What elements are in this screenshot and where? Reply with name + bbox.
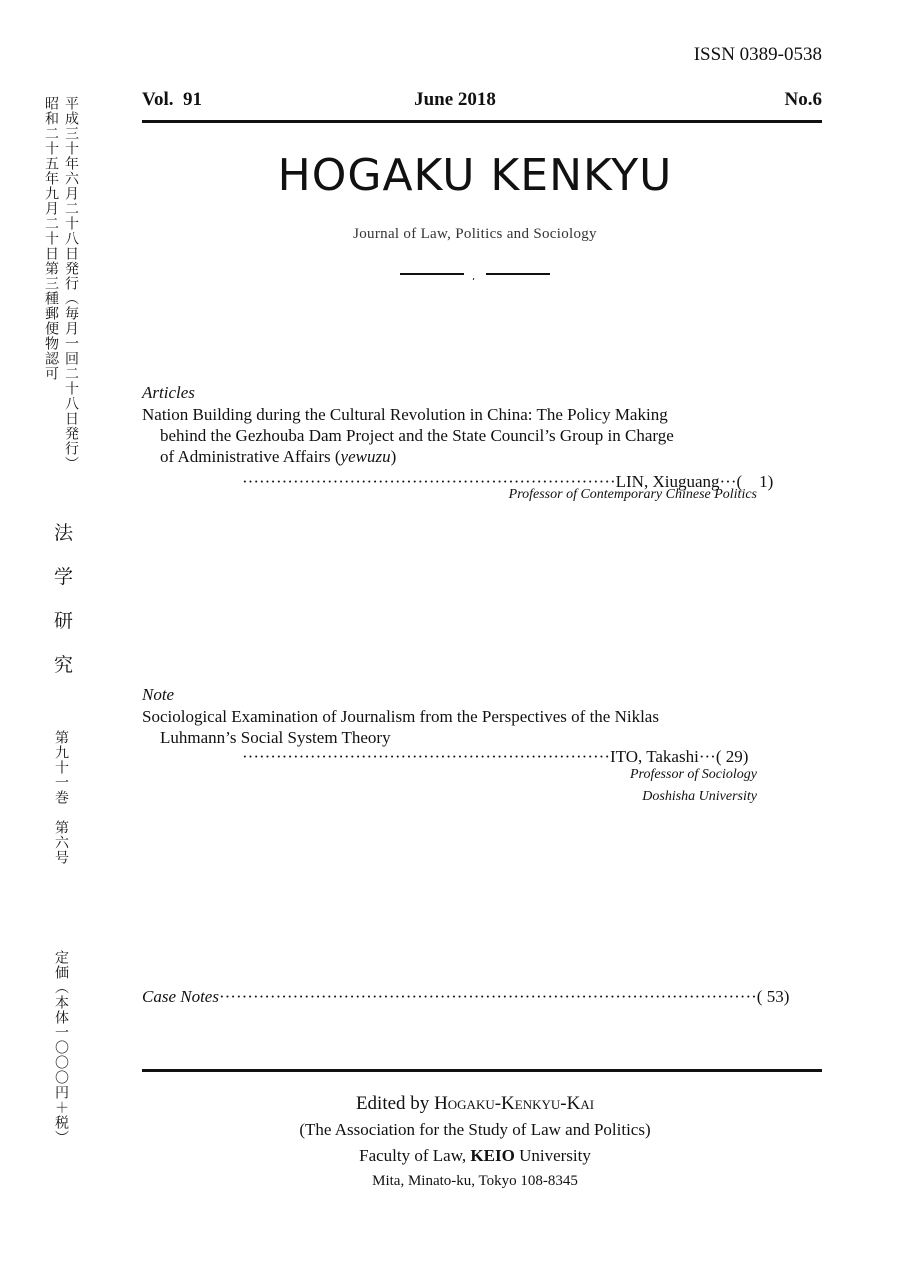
note-page: ( 29)	[715, 747, 749, 766]
article-title-text: of Administrative Affairs (	[160, 447, 341, 466]
article-title-line: Nation Building during the Cultural Revolution in China: The Policy Making	[142, 405, 668, 424]
top-rule	[142, 120, 822, 123]
articles-section-label: Articles	[142, 383, 195, 402]
article-title-text: )	[390, 447, 397, 466]
volume-label: Vol. 91	[142, 89, 203, 110]
article-entry	[142, 404, 822, 467]
note-affiliation: Professor of Sociology	[629, 767, 757, 782]
journal-title: HOGAKU KENKYU	[277, 150, 673, 201]
address-line: Mita, Minato-ku, Tokyo 108-8345	[372, 1173, 578, 1189]
spine-char: 学	[54, 566, 74, 588]
association-line: (The Association for the Study of Law and Politics)	[299, 1120, 651, 1139]
journal-subtitle: Journal of Law, Politics and Sociology	[353, 226, 597, 242]
issue-number: No.6	[784, 89, 822, 110]
issn-number: ISSN 0389-0538	[693, 44, 822, 65]
article-title-line	[142, 446, 822, 467]
note-section-label: Note	[142, 685, 175, 704]
spine-char: 究	[54, 654, 74, 676]
society-name: Hogaku-Kenkyu-Kai	[434, 1093, 595, 1114]
article-title-italic: yewuzu	[340, 447, 391, 466]
note-title-line: Sociological Examination of Journalism from the Perspectives of the Niklas	[142, 707, 659, 726]
article-author: LIN, Xiuguang	[615, 472, 720, 491]
spine-char: 法	[54, 522, 74, 544]
university-name: KEIO	[470, 1146, 515, 1165]
note-affiliation: Doshisha University	[642, 789, 757, 804]
case-notes-label: Case Notes	[142, 987, 219, 1006]
leader-dots: ·······························································································	[218, 987, 757, 1006]
spine-char: 研	[54, 610, 74, 632]
spine-price-jp: 定価（本体一〇〇〇円＋税）	[53, 950, 69, 1145]
editor-line	[0, 1093, 910, 1115]
leader-dots: ···	[698, 747, 716, 766]
leader-dots: ··································································	[242, 472, 616, 491]
issue-date: June 2018	[414, 89, 496, 110]
faculty-line	[0, 1146, 910, 1166]
faculty-label: Faculty of Law,	[359, 1146, 471, 1165]
note-title-line: Luhmann’s Social System Theory	[160, 728, 391, 747]
ornament-divider	[400, 268, 550, 280]
note-author: ITO, Takashi	[609, 747, 699, 766]
article-title-line: behind the Gezhouba Dam Project and the State Council’s Group in Charge	[160, 426, 674, 445]
spine-publication-note: 平成三十年六月二十八日発行（毎月一回二十八日発行）	[63, 96, 79, 471]
university-suffix: University	[514, 1146, 591, 1165]
edited-by-label: Edited by	[355, 1093, 435, 1114]
bottom-rule	[142, 1069, 822, 1072]
spine-title-jp	[54, 518, 78, 694]
case-notes-line	[142, 987, 822, 1007]
leader-dots: ···	[719, 472, 737, 491]
note-author-line	[242, 747, 822, 767]
spine-postal-note: 昭和二十五年九月二十日第三種郵便物認可	[43, 96, 59, 381]
svg-text:,: ,	[472, 271, 476, 280]
article-affiliation: Professor of Contemporary Chinese Politics	[508, 487, 757, 502]
article-page: ( 1)	[736, 472, 774, 491]
spine-volume-jp: 第九十一巻 第六号	[53, 730, 69, 865]
leader-dots: ·································································	[242, 747, 610, 766]
note-entry	[142, 706, 822, 748]
case-notes-page: ( 53)	[756, 987, 790, 1006]
